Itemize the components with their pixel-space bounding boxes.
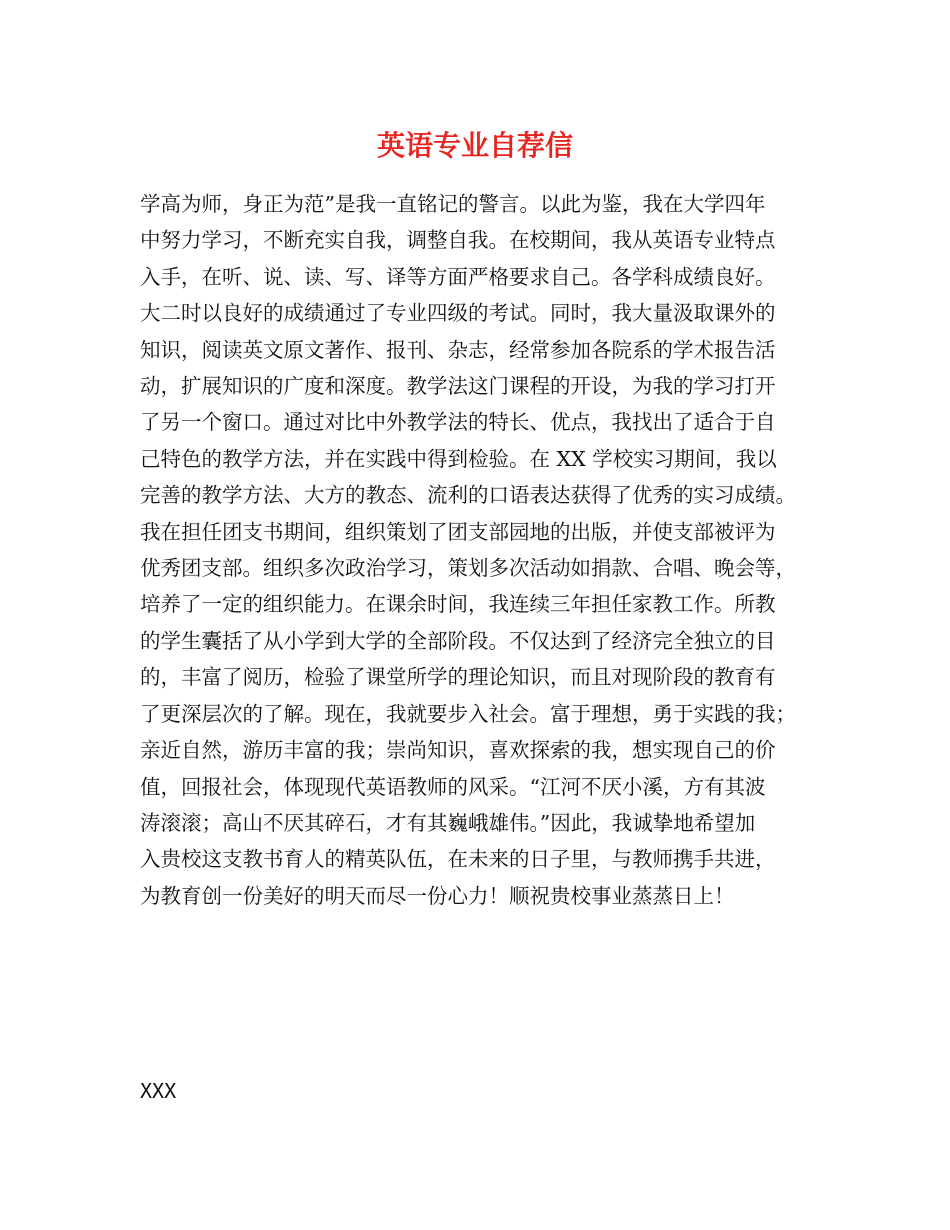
body-line: 中努力学习，不断充实自我，调整自我。在校期间，我从英语专业特点 <box>140 228 776 253</box>
body-line: 了更深层次的了解。现在，我就要步入社会。富于理想，勇于实践的我； <box>140 701 796 726</box>
body-line: 入手，在听、说、读、写、译等方面严格要求自己。各学科成绩良好。 <box>140 264 776 289</box>
body-line: 的，丰富了阅历，检验了课堂所学的理论知识，而且对现阶段的教育有 <box>140 665 776 690</box>
body-line: 培养了一定的组织能力。在课余时间，我连续三年担任家教工作。所教 <box>140 592 776 617</box>
body-line: 完善的教学方法、大方的教态、流利的口语表达获得了优秀的实习成绩。 <box>140 483 796 508</box>
body-line: 大二时以良好的成绩通过了专业四级的考试。同时，我大量汲取课外的 <box>140 301 776 326</box>
body-line: 入贵校这支教书育人的精英队伍，在未来的日子里，与教师携手共进， <box>140 847 776 872</box>
body-line: 为教育创一份美好的明天而尽一份心力！顺祝贵校事业蒸蒸日上！ <box>140 883 735 908</box>
body-line: 的学生囊括了从小学到大学的全部阶段。不仅达到了经济完全独立的目 <box>140 628 776 653</box>
page-title: 英语专业自荐信 <box>376 129 573 162</box>
body-line: 值，回报社会，体现现代英语教师的风采。“江河不厌小溪，方有其波 <box>140 774 766 799</box>
body-line: 知识，阅读英文原文著作、报刊、杂志，经常参加各院系的学术报告活 <box>140 337 776 362</box>
body-line: 我在担任团支书期间，组织策划了团支部园地的出版，并使支部被评为 <box>140 519 776 544</box>
body-line: 亲近自然，游历丰富的我；崇尚知识，喜欢探索的我，想实现自己的价 <box>140 738 776 763</box>
body-line: 学高为师，身正为范”是我一直铭记的警言。以此为鉴，我在大学四年 <box>140 192 766 216</box>
signature: XXX <box>140 1079 177 1103</box>
body-line: 了另一个窗口。通过对比中外教学法的特长、优点，我找出了适合于自 <box>140 410 776 435</box>
body-line: 己特色的教学方法，并在实践中得到检验。在 XX 学校实习期间，我以 <box>140 446 777 471</box>
body-line: 优秀团支部。组织多次政治学习，策划多次活动如捐款、合唱、晚会等， <box>140 556 796 581</box>
letter-body <box>140 186 830 914</box>
body-line: 动，扩展知识的广度和深度。教学法这门课程的开设，为我的学习打开 <box>140 374 776 399</box>
body-line: 涛滚滚；高山不厌其碎石，才有其巍峨雄伟。”因此，我诚挚地希望加 <box>140 810 756 835</box>
